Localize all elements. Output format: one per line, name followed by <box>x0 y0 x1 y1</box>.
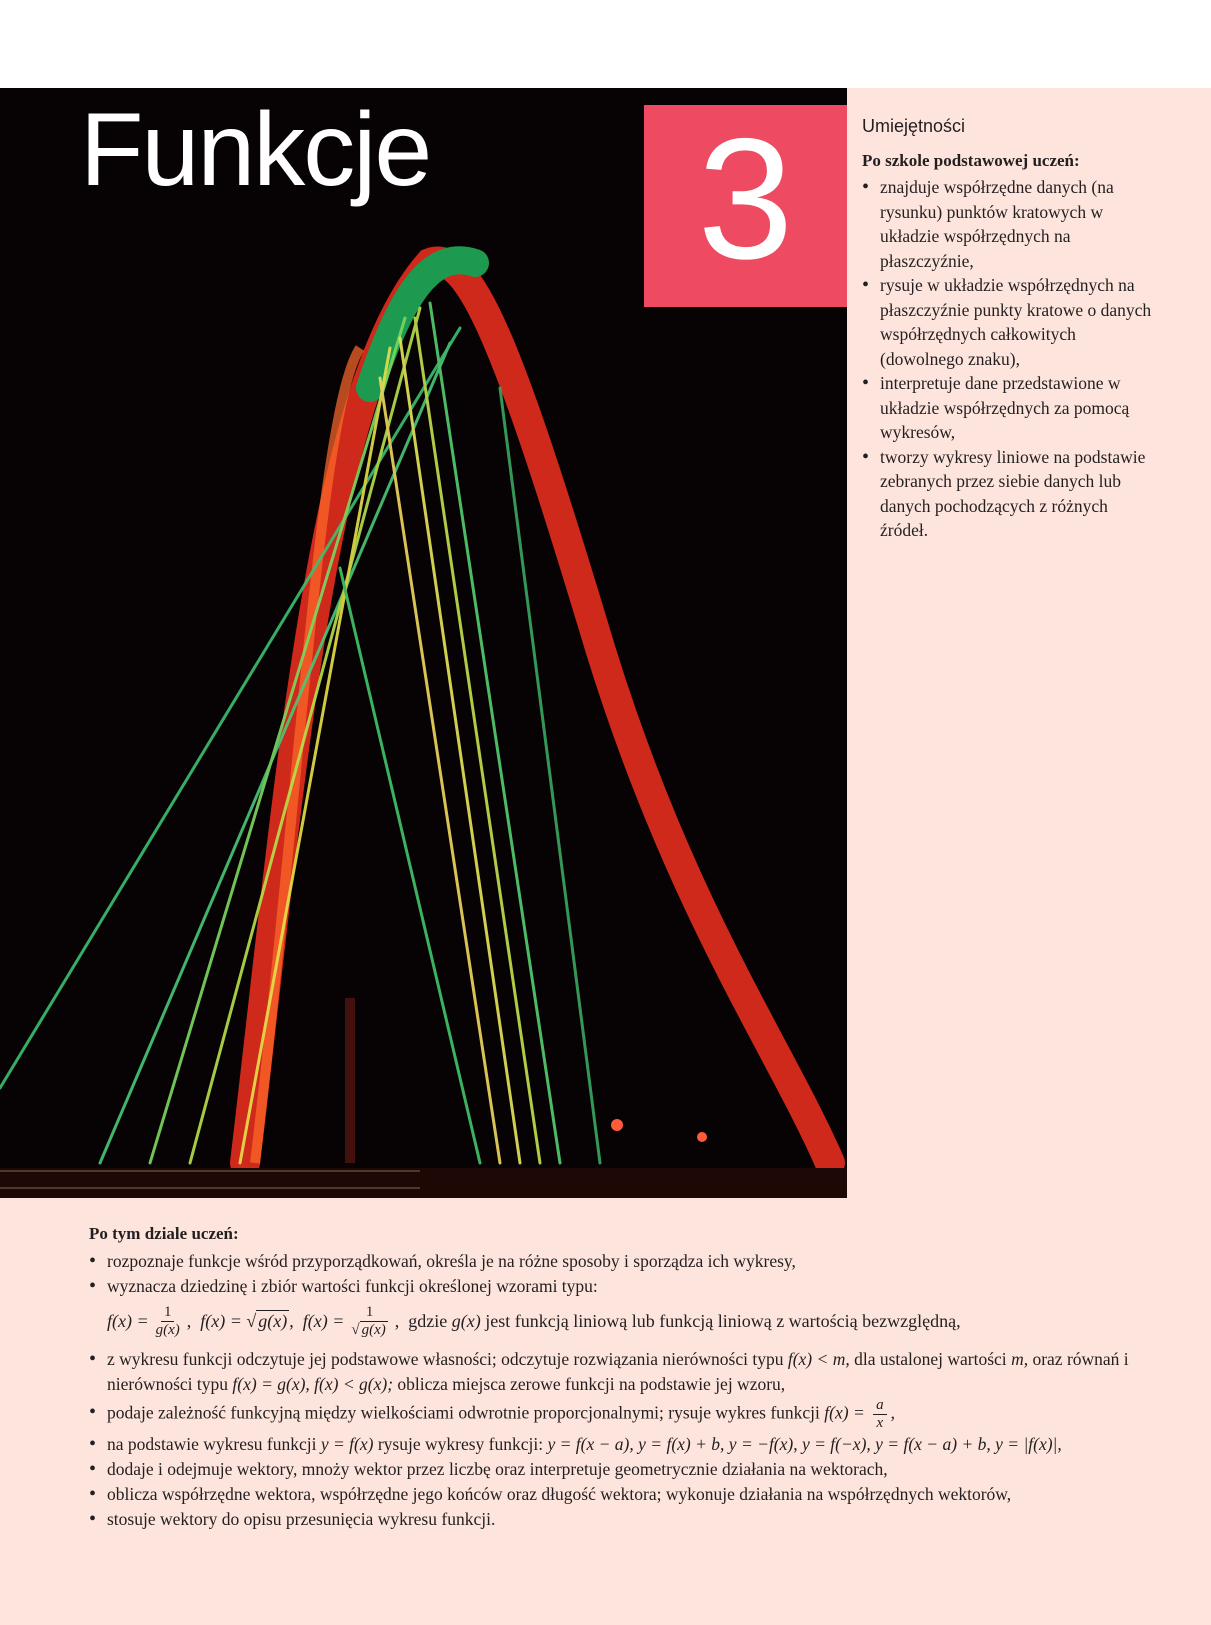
list-item <box>89 1397 1199 1432</box>
list-item: • tworzy wykresy liniowe na podstawie zebranych przez siebie danych lub danych pochodzących z różnych źródeł. <box>862 445 1160 543</box>
text: rysuje wykresy funkcji: <box>377 1434 544 1454</box>
list-item <box>89 1432 1199 1457</box>
list-item: • dodaje i odejmuje wektory, mnoży wektor przez liczbę oraz interpretuje geometrycznie działania na wektorach, <box>89 1457 1199 1482</box>
list-item: • interpretuje dane przedstawione w układzie współrzędnych za pomocą wykresów, <box>862 371 1160 445</box>
text: podaje zależność funkcyjną między wielkościami odwrotnie proporcjonalnymi; rysuje wykres funkcji <box>107 1402 820 1423</box>
math: m, <box>1011 1349 1029 1369</box>
learning-outcomes <box>89 1222 1199 1532</box>
skills-lead: Po szkole podstawowej uczeń: <box>862 151 1080 170</box>
list-item <box>89 1347 1199 1397</box>
chapter-title: Funkcje <box>80 92 431 208</box>
text: z wykresu funkcji odczytuje jej podstawowe własności; odczytuje rozwiązania nierówności typu <box>107 1349 784 1369</box>
formula-lhs: f(x) = <box>302 1310 345 1331</box>
formula-where: gdzie <box>408 1310 448 1331</box>
fraction <box>873 1397 887 1432</box>
fraction-denominator: x <box>876 1415 884 1431</box>
math: y = f(x − a), y = f(x) + b, y = −f(x), y = f(−x), y = f(x − a) + b, y = |f(x)|, <box>547 1434 1062 1454</box>
list-item: • rozpoznaje funkcje wśród przyporządkowań, określa je na różne sposoby i sporządza ich wykresy, <box>89 1249 1199 1274</box>
text: oblicza miejsca zerowe funkcji na podstawie jej wzoru, <box>397 1374 786 1394</box>
math: f(x) < m, <box>787 1349 850 1369</box>
fraction <box>153 1304 183 1339</box>
list-item: • wyznacza dziedzinę i zbiór wartości funkcji określonej wzorami typu: <box>89 1274 1199 1299</box>
fraction-numerator: 1 <box>363 1304 377 1322</box>
domain-formula: f(x) = $\frac{1}{g(x)}$ , f(x) = √ g(x) , f(x) = $\frac{1}{√ g(x)}$ , gdzie g(x) jest funkcją liniową lub funkcją liniową z wartością bezwzględną, <box>107 1303 961 1338</box>
text: na podstawie wykresu funkcji <box>107 1434 317 1454</box>
outcomes-list <box>89 1249 1199 1299</box>
text: , <box>890 1402 896 1423</box>
text: dla ustalonej wartości <box>854 1349 1007 1369</box>
formula-lhs: f(x) = <box>200 1310 242 1331</box>
chapter-number-box <box>644 105 847 307</box>
math: f(x) = <box>824 1402 865 1423</box>
skills-list <box>862 175 1202 543</box>
outcomes-list-cont <box>89 1347 1199 1532</box>
skills-sidebar <box>862 116 1202 543</box>
fraction-numerator: 1 <box>161 1304 175 1322</box>
formula-g: g(x) <box>451 1310 481 1331</box>
sqrt-radicand: g(x) <box>258 1311 288 1331</box>
list-item: • rysuje w układzie współrzędnych na płaszczyźnie punkty kratowe o danych współrzędnych całkowitych (dowolnego znaku), <box>862 273 1160 371</box>
list-item: • oblicza współrzędne wektora, współrzędne jego końców oraz długość wektora; wykonuje działania na współrzędnych wektorów, <box>89 1482 1199 1507</box>
formula-suffix: jest funkcją liniową lub funkcją liniową z wartością bezwzględną, <box>485 1310 961 1331</box>
text: oraz równań i nierówności typu <box>107 1349 1129 1394</box>
outcomes-lead: Po tym dziale uczeń: <box>89 1224 239 1243</box>
skills-heading: Umiejętności <box>862 116 966 136</box>
math: y = f(x) <box>320 1434 374 1454</box>
formula-lhs: f(x) = <box>107 1310 149 1331</box>
fraction-denominator: g(x) <box>361 1321 386 1338</box>
top-margin <box>0 0 1211 88</box>
fraction-denominator: g(x) <box>155 1321 180 1338</box>
list-item: • stosuje wektory do opisu przesunięcia wykresu funkcji. <box>89 1507 1199 1532</box>
math: f(x) = g(x), f(x) < g(x); <box>232 1374 394 1394</box>
fraction-numerator: a <box>873 1397 887 1415</box>
list-item: • znajduje współrzędne danych (na rysunku) punktów kratowych w układzie współrzędnych na płaszczyźnie, <box>862 175 1160 273</box>
fraction: $\frac{1}{√ g(x)}$ <box>351 1303 386 1338</box>
chapter-number: 3 <box>697 103 794 295</box>
